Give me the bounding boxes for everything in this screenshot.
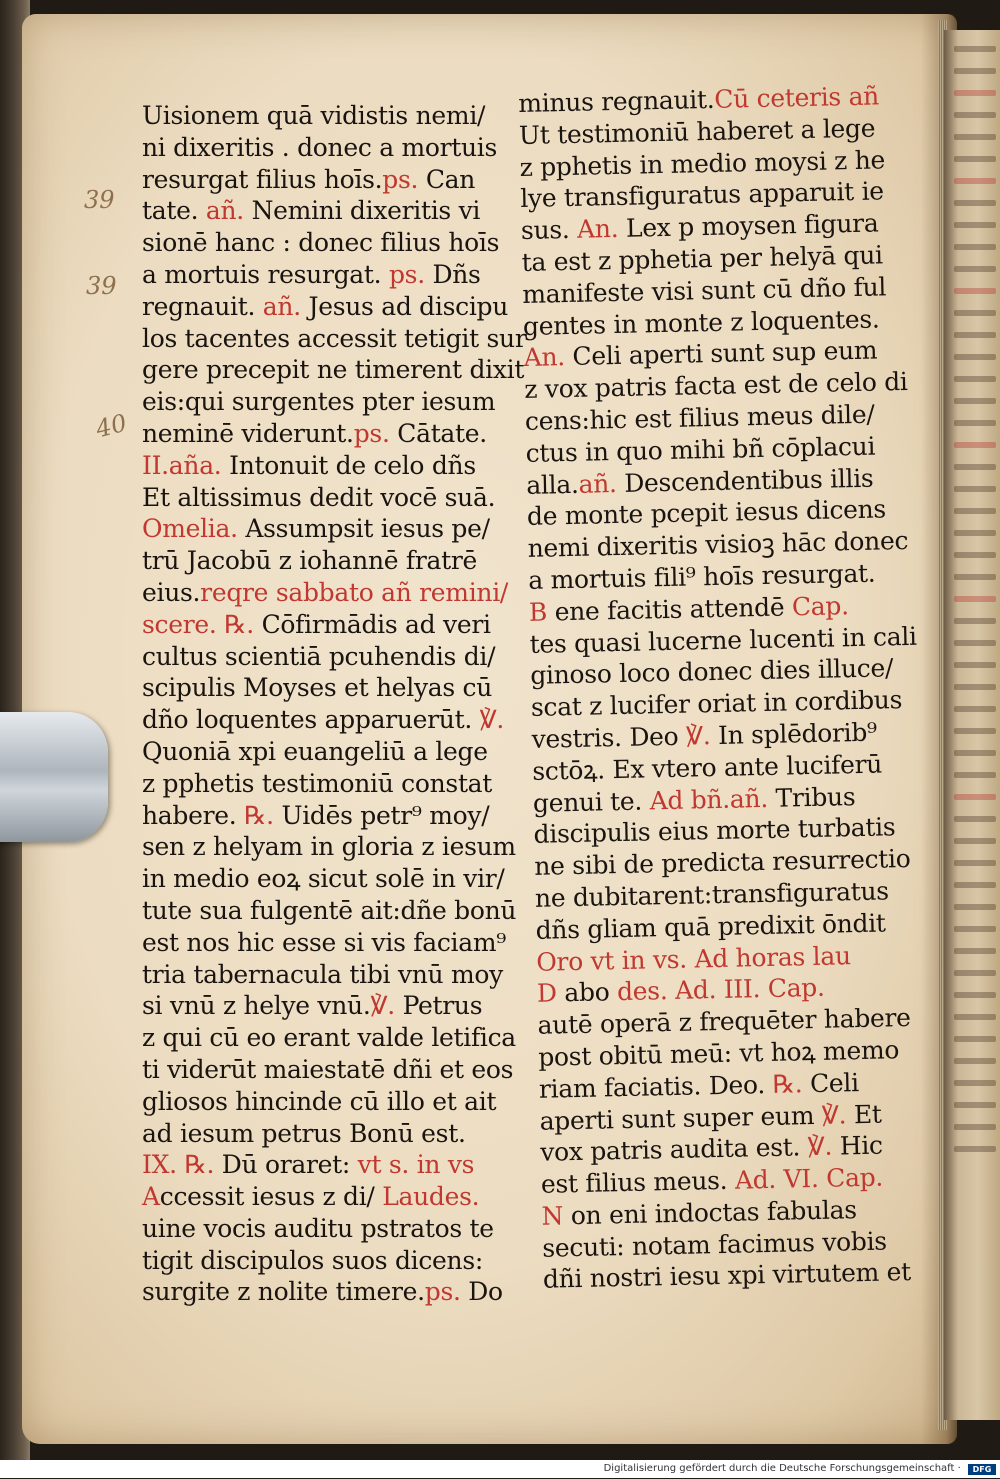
line-text: tigit discipulos suos dicens:	[142, 1245, 483, 1275]
line-text: a mortuis fili⁹ hoīs resurgat.	[528, 558, 876, 595]
text-line	[142, 1149, 527, 1181]
line-text: Do	[460, 1277, 503, 1307]
line-text: scat z lucifer oriat in cordibus	[530, 685, 903, 723]
text-line	[142, 863, 527, 895]
rubric-text: II.aña.	[142, 450, 222, 480]
line-text: discipulis eius morte turbatis	[533, 812, 896, 850]
line-text: dñi nostri iesu xpi virtutem et	[542, 1257, 912, 1295]
line-text: sus.	[520, 214, 578, 246]
line-text: Tribus	[767, 781, 856, 813]
line-text: genui te.	[532, 785, 650, 818]
rubric-text: An.	[576, 214, 619, 244]
rubric-text: des. Ad. III. Cap.	[616, 973, 825, 1007]
rubric-text: Cū ceteris añ	[714, 81, 880, 114]
line-text: eius.	[142, 577, 201, 607]
line-text: Et altissimus dedit vocē suā.	[142, 482, 496, 512]
text-line	[142, 354, 527, 386]
line-text: Celi	[802, 1067, 860, 1098]
text-line	[142, 1245, 527, 1277]
line-text: alla.	[526, 469, 579, 500]
line-text: z pphetis testimoniū constat	[142, 768, 493, 798]
text-line	[142, 895, 527, 927]
rubric-text: añ.	[578, 468, 617, 499]
line-text: vox patris audita est.	[539, 1132, 809, 1168]
line-text: habere.	[142, 800, 245, 830]
line-text: post obitū meū: vt hoꝝ memo	[537, 1035, 900, 1072]
line-text: uine vocis auditu pstratos te	[142, 1213, 494, 1243]
text-line	[142, 323, 527, 355]
rubric-text: ps.	[353, 418, 390, 448]
line-text: lye transfiguratus apparuit ie	[520, 176, 885, 214]
text-line	[142, 1054, 527, 1086]
rubric-text: ℣.	[479, 705, 505, 735]
line-text: scipulis Moyses et helyas cū	[142, 673, 493, 703]
line-text: secuti: notam facimus vobis	[541, 1226, 888, 1263]
text-line	[142, 672, 527, 704]
line-text: ctus in quo mihi bñ cōplacui	[525, 431, 876, 468]
text-line	[142, 704, 527, 736]
text-line	[142, 132, 527, 164]
rubric-text: ℞.	[244, 800, 274, 830]
line-text: sen z helyam in gloria z iesum	[142, 832, 516, 862]
line-text: ccessit iesus z di/	[159, 1182, 375, 1212]
rubric-text: Ad bñ.añ.	[649, 783, 769, 815]
line-text: Et	[845, 1099, 882, 1129]
line-text: Petrus	[394, 991, 483, 1021]
line-text: tes quasi lucerne lucenti in cali	[529, 621, 917, 659]
rubric-text: N	[541, 1201, 564, 1231]
line-text: est nos hic esse si vis faciam⁹	[142, 927, 506, 957]
rubric-text: ℣.	[807, 1131, 833, 1162]
line-text: Hic	[831, 1130, 883, 1161]
line-text: dño loquentes apparuerūt.	[142, 705, 480, 735]
line-text: Uisionem quā vidistis nemi/	[142, 101, 486, 130]
line-text: vestris. Deo	[531, 721, 687, 754]
text-line	[142, 990, 527, 1022]
text-line	[142, 513, 527, 545]
line-text: Lex p moysen figura	[618, 208, 879, 244]
line-text: Dū oraret:	[214, 1150, 358, 1180]
rubric-text: ps.	[424, 1277, 461, 1307]
line-text: cens:hic est filius meus dile/	[524, 399, 875, 436]
line-text: gentes in monte z loquentes.	[522, 304, 880, 341]
text-line	[142, 959, 527, 991]
line-text: ne dubitarent:transfiguratus	[534, 876, 890, 913]
rubric-text: reqre sabbato añ remini/	[200, 577, 509, 607]
rubric-text: ℞.	[772, 1068, 803, 1099]
rubric-text: ℣.	[821, 1099, 847, 1130]
line-text: gliosos hincinde cū illo et ait	[142, 1086, 497, 1116]
text-line	[142, 1118, 527, 1150]
line-text: Celi aperti sunt sup eum	[564, 335, 878, 372]
line-text: Descendentibus illis	[616, 463, 874, 498]
line-text: est filius meus.	[540, 1165, 736, 1199]
line-text: gere precepit ne timerent dixit	[142, 355, 525, 385]
rubric-text: D	[536, 978, 558, 1009]
line-text: Ut testimoniū haberet a lege	[518, 113, 876, 150]
line-text: z vox patris facta est de celo di	[524, 367, 908, 405]
text-line	[142, 291, 527, 323]
text-line	[142, 1276, 527, 1308]
line-text: tute sua fulgentē ait:dñe bonū	[142, 895, 517, 925]
line-text: trū Jacobū z iohannē fratrē	[142, 546, 477, 576]
dfg-logo-icon: DFG	[968, 1464, 996, 1475]
line-text: ne sibi de predicta resurrectio	[534, 844, 911, 881]
line-text: dñs gliam quā predixit ōndit	[535, 908, 886, 945]
rubric-text: añ.	[262, 291, 301, 321]
rubric-text: Cap.	[791, 590, 849, 622]
line-text: Nemini dixeritis vi	[243, 196, 481, 226]
line-text: nemi dixeritis visioꝫ hāc donec	[527, 526, 909, 564]
line-text: de monte pcepit iesus dicens	[526, 494, 887, 532]
line-text: autē operā z frequēter habere	[537, 1003, 911, 1040]
line-text: ti viderūt maiestatē dñi et eos	[142, 1054, 514, 1084]
text-line	[142, 227, 527, 259]
text-line	[142, 100, 527, 132]
line-text: ginoso loco donec dies illuce/	[530, 653, 894, 691]
line-text: tria tabernacula tibi vnū moy	[142, 959, 503, 989]
line-text: regnauit.	[142, 291, 263, 321]
line-text: Quoniā xpi euangeliū a lege	[142, 736, 488, 766]
line-text: Uidēs petr⁹ moy/	[273, 800, 490, 830]
text-line	[142, 577, 527, 609]
rubric-text: vt s. in vs	[357, 1150, 475, 1180]
line-text: z qui cū eo erant valde letifica	[142, 1023, 516, 1053]
line-text: Dñs	[424, 259, 481, 289]
footer-bar	[0, 1460, 1000, 1478]
line-text: sionē hanc : donec filius hoīs	[142, 228, 500, 258]
text-line	[142, 1022, 527, 1054]
rubric-text: B	[528, 597, 548, 627]
rubric-text: scere. ℞.	[142, 609, 254, 639]
line-text: abo	[556, 977, 618, 1008]
text-line	[142, 927, 527, 959]
text-line	[142, 800, 527, 832]
rubric-text: Omelia.	[142, 514, 238, 544]
rubric-text: Oro vt in vs. Ad horas lau	[536, 940, 851, 977]
line-text: manifeste visi sunt cū dño ful	[522, 272, 887, 309]
text-line	[142, 259, 527, 291]
text-column-left	[142, 100, 527, 1308]
line-text: in medio eoꝝ sicut solē in vir/	[142, 864, 505, 894]
rubric-text: Laudes.	[374, 1182, 480, 1212]
facing-page-edge	[944, 30, 1000, 1420]
text-line	[142, 1181, 527, 1213]
line-text: minus regnauit.	[518, 84, 715, 118]
text-line	[142, 609, 527, 641]
line-text: Cōfirmādis ad veri	[253, 609, 491, 639]
line-text: ad iesum petrus Bonū est.	[142, 1118, 466, 1148]
line-text: Assumpsit iesus pe/	[237, 514, 490, 544]
line-text: Intonuit de celo dñs	[221, 450, 476, 480]
text-line	[142, 195, 527, 227]
rubric-text: A	[142, 1182, 160, 1212]
text-line	[142, 1086, 527, 1118]
text-line	[142, 641, 527, 673]
rubric-text: IX. ℞.	[142, 1150, 215, 1180]
book-clasp	[0, 712, 108, 842]
text-line	[142, 831, 527, 863]
line-text: ni dixeritis . donec a mortuis	[142, 132, 498, 162]
margin-note: 39	[86, 272, 117, 300]
line-text: surgite z nolite timere.	[142, 1277, 425, 1307]
line-text: los tacentes accessit tetigit sur	[142, 323, 527, 353]
line-text: si vnū z helye vnū.	[142, 991, 371, 1021]
line-text: aperti sunt super eum	[539, 1100, 823, 1136]
text-line	[142, 736, 527, 768]
text-line	[142, 164, 527, 196]
line-text: a mortuis resurgat.	[142, 259, 389, 289]
text-line	[142, 1213, 527, 1245]
rubric-text: ps.	[382, 164, 419, 194]
line-text: resurgat filius hoīs.	[142, 164, 383, 194]
text-line	[142, 418, 527, 450]
text-line	[142, 482, 527, 514]
rubric-text: ℣.	[685, 721, 711, 751]
line-text: cultus scientiā pcuhendis di/	[142, 641, 496, 671]
rubric-text: An.	[523, 342, 566, 373]
line-text: on eni indoctas fabulas	[562, 1195, 858, 1231]
line-text: tate.	[142, 196, 206, 226]
rubric-text: añ.	[205, 196, 244, 226]
footer-credit: Digitalisierung gefördert durch die Deutsche Forschungsgemeinschaft ·	[603, 1463, 961, 1474]
margin-note: 40	[93, 408, 130, 444]
line-text: In splēdorib⁹	[710, 717, 878, 751]
text-column-right	[518, 80, 930, 1296]
line-text: z pphetis in medio moysi z he	[519, 144, 886, 182]
text-line	[142, 545, 527, 577]
margin-note: 39	[84, 186, 115, 214]
line-text: ta est z pphetia per helyā qui	[521, 240, 883, 277]
line-text: Jesus ad discipu	[300, 291, 509, 321]
line-text: eis:qui surgentes pter iesum	[142, 387, 496, 417]
rubric-text: ps.	[388, 259, 425, 289]
text-line	[142, 450, 527, 482]
line-text: neminē viderunt.	[142, 418, 354, 448]
rubric-text: Ad. VI. Cap.	[734, 1162, 884, 1195]
line-text: Can	[418, 164, 476, 194]
text-line	[142, 386, 527, 418]
text-line	[142, 768, 527, 800]
line-text: Cātate.	[389, 418, 487, 448]
line-text: ene facitis attendē	[546, 592, 793, 627]
line-text: sctōꝝ. Ex vtero ante luciferū	[532, 749, 883, 786]
line-text: riam faciatis. Deo.	[538, 1069, 773, 1104]
rubric-text: ℣.	[370, 991, 395, 1021]
